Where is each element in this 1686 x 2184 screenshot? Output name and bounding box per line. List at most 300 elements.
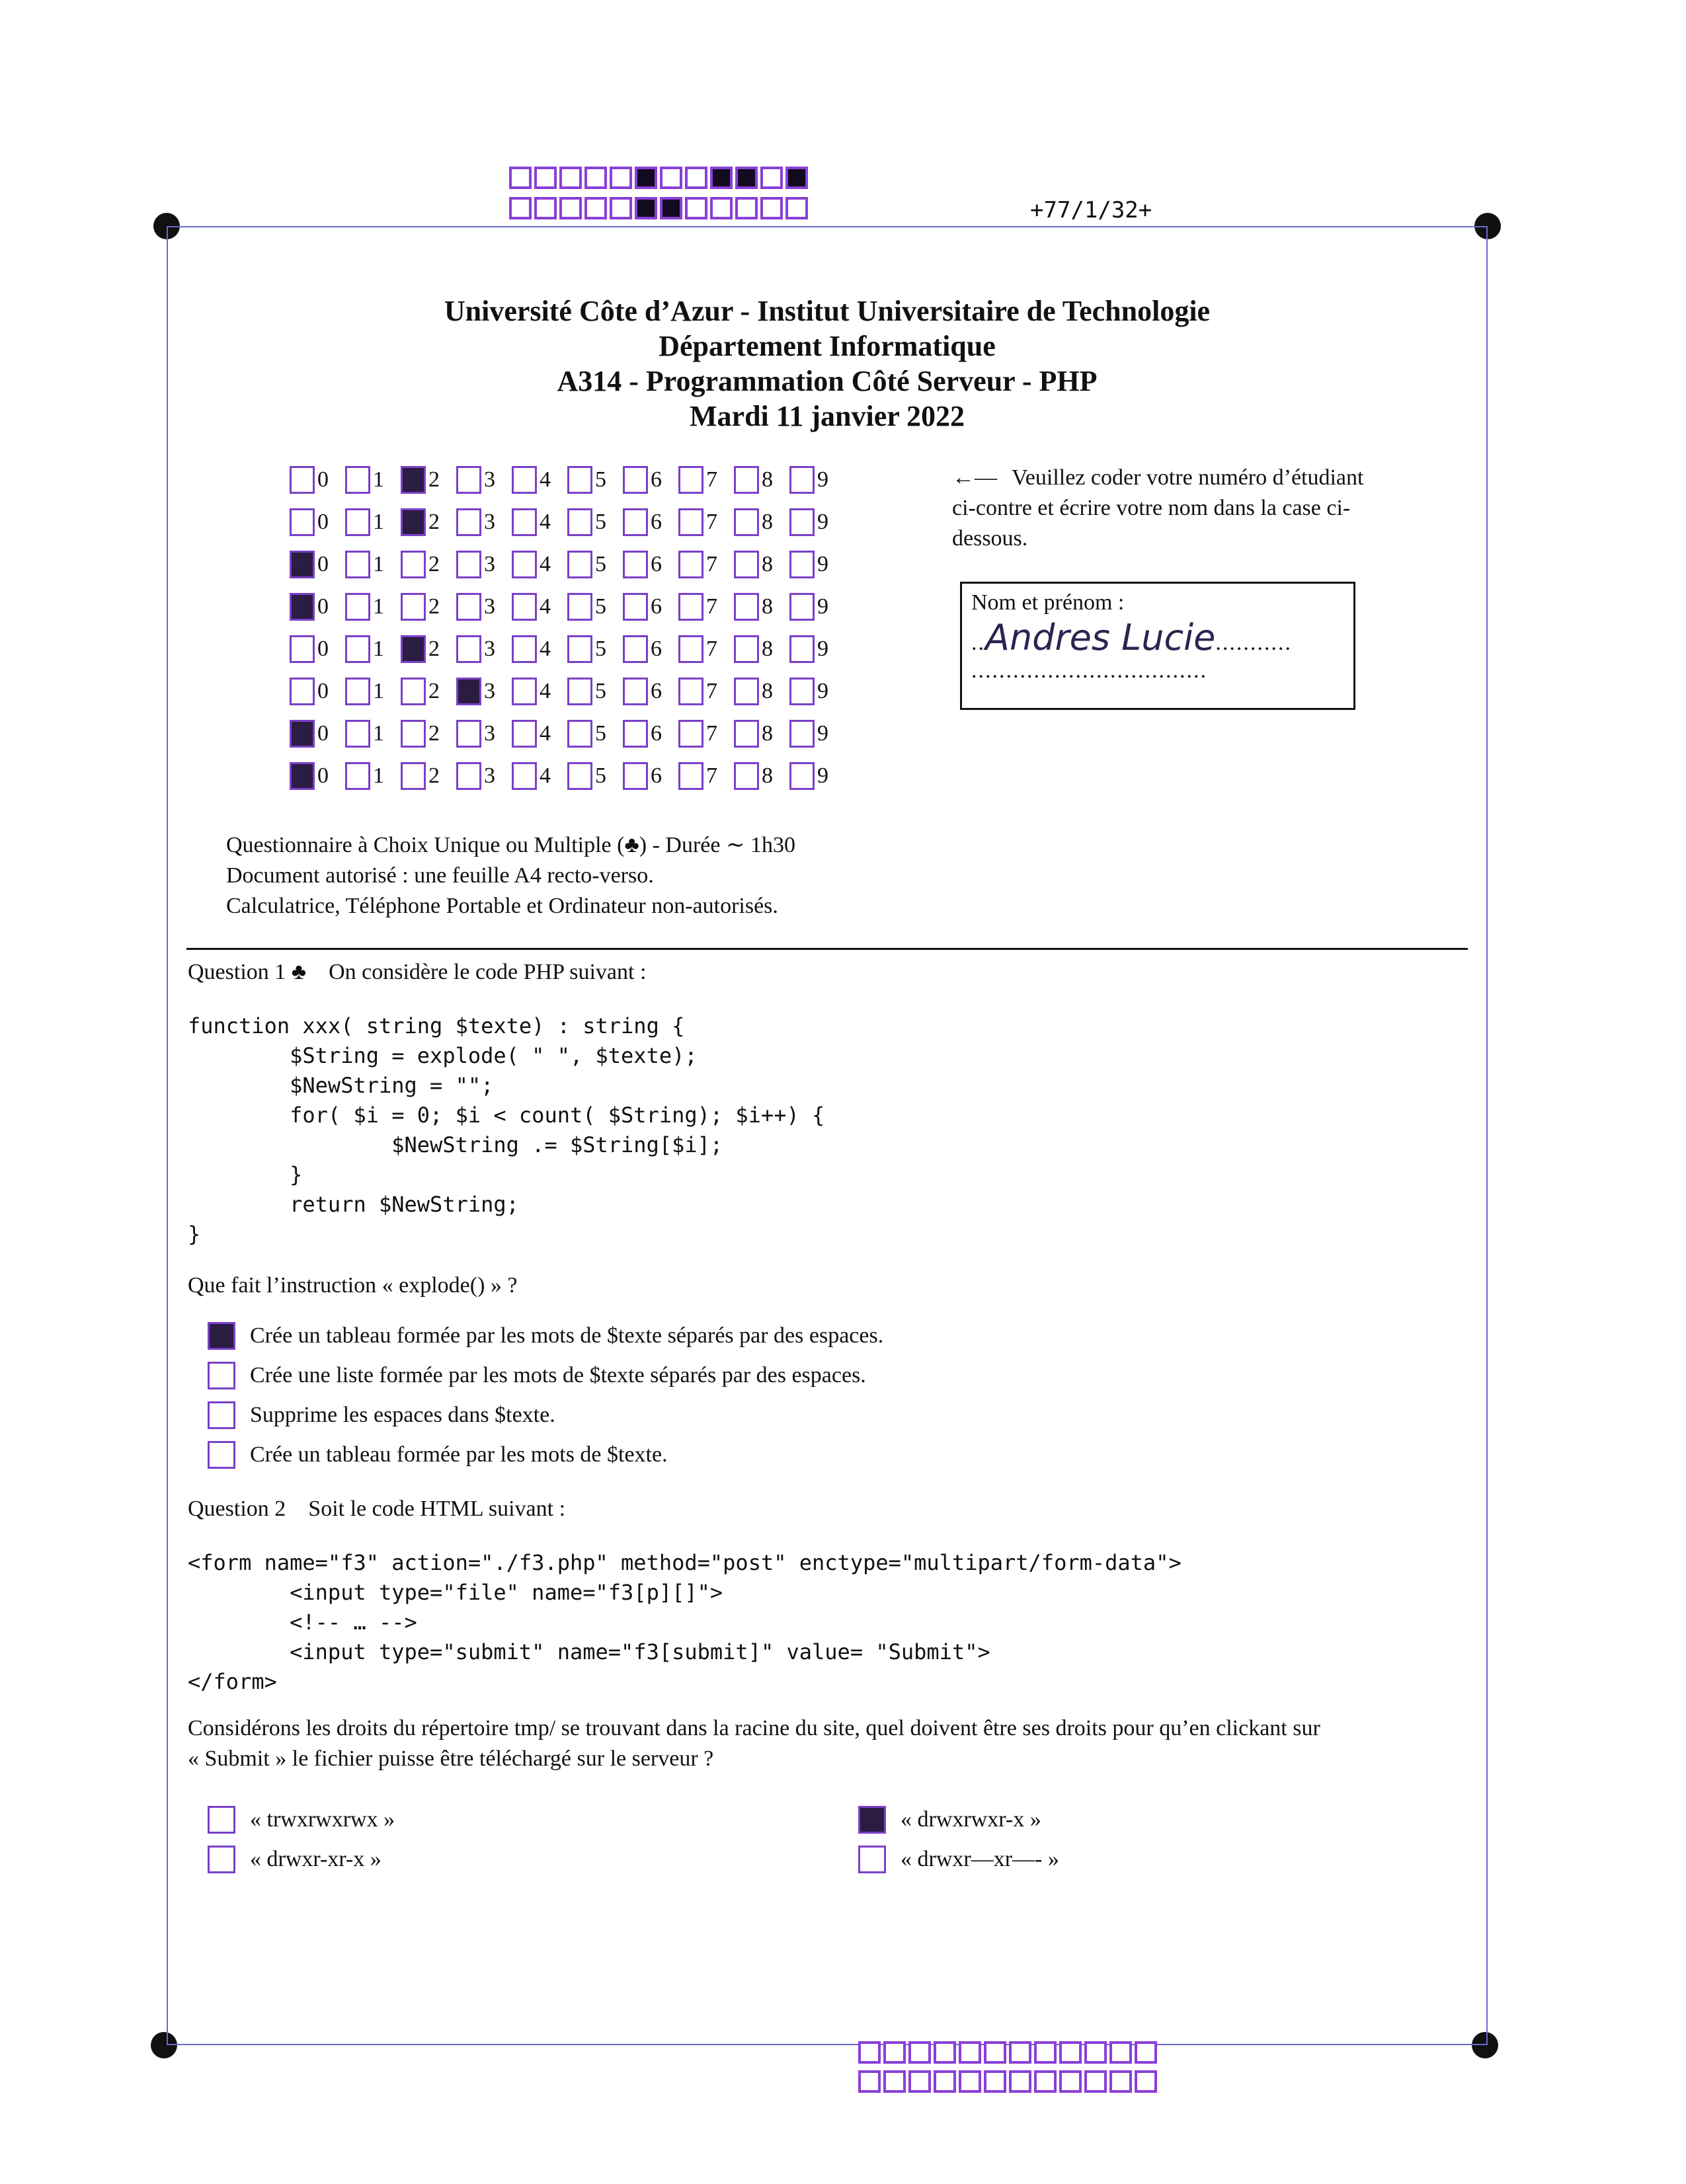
- q1-answer-4[interactable]: [208, 1441, 668, 1469]
- name-dots-line2: ..................................: [971, 658, 1207, 683]
- id-digit-label: 6: [651, 637, 662, 661]
- q1-answer-3-checkbox[interactable]: [208, 1401, 235, 1429]
- id-digit-label: 0: [317, 594, 329, 619]
- id-digit-option[interactable]: [789, 678, 845, 705]
- id-digit-checkbox[interactable]: [789, 593, 815, 621]
- id-digit-checkbox[interactable]: [345, 635, 370, 663]
- id-digit-option[interactable]: [290, 635, 345, 663]
- id-digit-checkbox[interactable]: [623, 593, 648, 621]
- id-digit-label: 4: [540, 467, 551, 492]
- arrow-left-icon: ←—: [952, 465, 997, 490]
- id-digit-option[interactable]: [290, 678, 345, 705]
- id-digit-checkbox[interactable]: [789, 466, 815, 494]
- id-digit-label: 1: [373, 637, 384, 661]
- id-digit-option[interactable]: [678, 593, 734, 621]
- id-digit-checkbox[interactable]: [345, 720, 370, 748]
- id-digit-option[interactable]: [345, 678, 401, 705]
- id-digit-label: 0: [317, 510, 329, 534]
- id-digit-checkbox[interactable]: [290, 551, 315, 578]
- id-digit-option[interactable]: [290, 466, 345, 494]
- id-digit-checkbox[interactable]: [401, 762, 426, 790]
- id-digit-label: 4: [540, 594, 551, 619]
- id-digit-checkbox[interactable]: [789, 678, 815, 705]
- id-digit-checkbox[interactable]: [623, 762, 648, 790]
- question-2-prompt-line2: « Submit » le fichier puisse être téléchargé sur le serveur ?: [188, 1746, 714, 1771]
- question-2-code: <form name="f3" action="./f3.php" method="post" enctype="multipart/form-data"> <input type="file" name="f3[p][]"> <!-- … --> <input type="submit" name="f3[submit]" value= "Submit"> </form>: [188, 1550, 1182, 1694]
- id-digit-label: 2: [428, 552, 440, 576]
- id-digit-option[interactable]: [345, 635, 401, 663]
- id-digit-label: 1: [373, 763, 384, 788]
- q1-answer-4-text: Crée un tableau formée par les mots de $texte.: [250, 1442, 668, 1467]
- id-digit-checkbox[interactable]: [401, 593, 426, 621]
- barcode-bottom-row1: [858, 2041, 1160, 2064]
- id-digit-label: 2: [428, 721, 440, 746]
- id-digit-label: 3: [484, 594, 495, 619]
- q1-answer-4-checkbox[interactable]: [208, 1441, 235, 1469]
- q2-answer-4[interactable]: [858, 1846, 1059, 1873]
- id-digit-option[interactable]: [456, 720, 512, 748]
- q2-answer-1-checkbox[interactable]: [208, 1806, 235, 1834]
- id-digit-checkbox[interactable]: [789, 762, 815, 790]
- question-2-intro: Soit le code HTML suivant :: [308, 1497, 566, 1521]
- id-digit-label: 6: [651, 467, 662, 492]
- id-digit-option[interactable]: [567, 466, 623, 494]
- id-digit-checkbox[interactable]: [678, 508, 703, 536]
- id-digit-option[interactable]: [623, 762, 678, 790]
- id-digit-label: 7: [706, 721, 717, 746]
- id-digit-label: 2: [428, 467, 440, 492]
- id-digit-checkbox[interactable]: [567, 593, 592, 621]
- id-digit-option[interactable]: [678, 762, 734, 790]
- q1-answer-1[interactable]: [208, 1322, 883, 1350]
- id-digit-label: 7: [706, 763, 717, 788]
- id-digit-option[interactable]: [734, 635, 789, 663]
- id-digit-label: 8: [762, 637, 773, 661]
- id-digit-option[interactable]: [456, 551, 512, 578]
- question-1-prompt: Que fait l’instruction « explode() » ?: [188, 1273, 518, 1298]
- id-digit-checkbox[interactable]: [456, 466, 481, 494]
- q2-answer-3-text: « drwxr-xr-x »: [250, 1847, 381, 1871]
- id-digit-label: 5: [595, 467, 606, 492]
- id-digit-option[interactable]: [734, 762, 789, 790]
- id-digit-option[interactable]: [789, 466, 845, 494]
- id-digit-label: 2: [428, 594, 440, 619]
- id-digit-label: 9: [817, 552, 828, 576]
- id-digit-checkbox[interactable]: [734, 508, 759, 536]
- id-digit-option[interactable]: [623, 635, 678, 663]
- id-digit-option[interactable]: [789, 635, 845, 663]
- id-digit-option[interactable]: [789, 508, 845, 536]
- id-digit-option[interactable]: [678, 678, 734, 705]
- id-digit-option[interactable]: [345, 508, 401, 536]
- id-digit-option[interactable]: [401, 762, 456, 790]
- id-digit-option[interactable]: [789, 720, 845, 748]
- id-digit-label: 8: [762, 594, 773, 619]
- id-grid-row: [290, 543, 845, 586]
- id-digit-checkbox[interactable]: [678, 678, 703, 705]
- id-digit-option[interactable]: [456, 762, 512, 790]
- id-digit-checkbox[interactable]: [567, 635, 592, 663]
- q2-answer-1-text: « trwxrwxrwx »: [250, 1807, 395, 1832]
- id-digit-label: 0: [317, 721, 329, 746]
- instructions-text: Veuillez coder votre numéro d’étudiant ci-contre et écrire votre nom dans la case ci-dessous.: [952, 465, 1364, 551]
- id-digit-checkbox[interactable]: [512, 466, 537, 494]
- id-grid-row: [290, 586, 845, 628]
- id-digit-option[interactable]: [345, 720, 401, 748]
- id-digit-checkbox[interactable]: [678, 762, 703, 790]
- id-digit-checkbox[interactable]: [623, 551, 648, 578]
- id-digit-option[interactable]: [456, 466, 512, 494]
- id-digit-checkbox[interactable]: [401, 466, 426, 494]
- question-1-intro: On considère le code PHP suivant :: [329, 960, 647, 984]
- id-digit-label: 9: [817, 721, 828, 746]
- id-digit-checkbox[interactable]: [345, 466, 370, 494]
- question-1-code: function xxx( string $texte) : string { $String = explode( " ", $texte); $NewString = ""; for( $i = 0; $i < count( $String); $i++) { $NewString .= $String[$i]; } return $NewString; }: [188, 1013, 825, 1247]
- id-digit-checkbox[interactable]: [456, 593, 481, 621]
- q1-answer-2-checkbox[interactable]: [208, 1362, 235, 1389]
- name-dots-lead: ..: [971, 631, 985, 655]
- id-digit-option[interactable]: [345, 551, 401, 578]
- q1-answer-1-checkbox[interactable]: [208, 1322, 235, 1350]
- id-digit-option[interactable]: [401, 593, 456, 621]
- id-digit-option[interactable]: [567, 551, 623, 578]
- id-digit-label: 0: [317, 679, 329, 703]
- id-digit-label: 0: [317, 763, 329, 788]
- id-digit-label: 2: [428, 510, 440, 534]
- id-digit-label: 3: [484, 510, 495, 534]
- id-digit-option[interactable]: [623, 593, 678, 621]
- question-2-prompt-line1: Considérons les droits du répertoire tmp/ se trouvant dans la racine du site, quel doivent être ses droits pour qu’en clickant sur: [188, 1716, 1320, 1740]
- header-line-date: Mardi 11 janvier 2022: [690, 400, 965, 432]
- id-digit-checkbox[interactable]: [567, 678, 592, 705]
- q2-answer-1[interactable]: [208, 1806, 395, 1834]
- student-id-grid: [290, 459, 845, 797]
- id-digit-label: 7: [706, 510, 717, 534]
- page-id: +77/1/32+: [1030, 197, 1152, 223]
- id-digit-option[interactable]: [678, 635, 734, 663]
- id-digit-label: 5: [595, 763, 606, 788]
- id-digit-checkbox[interactable]: [789, 720, 815, 748]
- q2-answer-2-text: « drwxrwxr-x »: [901, 1807, 1041, 1832]
- id-digit-label: 1: [373, 467, 384, 492]
- id-digit-checkbox[interactable]: [734, 762, 759, 790]
- id-digit-checkbox[interactable]: [512, 635, 537, 663]
- id-digit-option[interactable]: [456, 593, 512, 621]
- id-digit-option[interactable]: [734, 720, 789, 748]
- id-digit-option[interactable]: [512, 593, 567, 621]
- id-digit-label: 6: [651, 763, 662, 788]
- id-digit-option[interactable]: [623, 720, 678, 748]
- id-digit-checkbox[interactable]: [345, 551, 370, 578]
- q1-answer-3-text: Supprime les espaces dans $texte.: [250, 1403, 555, 1427]
- exam-info-documents: Document autorisé : une feuille A4 recto-verso.: [226, 863, 654, 888]
- id-digit-checkbox[interactable]: [290, 466, 315, 494]
- q2-answer-2[interactable]: [858, 1806, 1041, 1834]
- id-digit-option[interactable]: [512, 551, 567, 578]
- question-1-heading: [188, 960, 646, 985]
- q1-answer-2[interactable]: [208, 1362, 866, 1389]
- id-digit-checkbox[interactable]: [456, 508, 481, 536]
- id-digit-option[interactable]: [678, 466, 734, 494]
- header-line-course: A314 - Programmation Côté Serveur - PHP: [557, 365, 1098, 397]
- id-digit-option[interactable]: [623, 508, 678, 536]
- question-2-heading: [188, 1497, 565, 1522]
- id-digit-option[interactable]: [290, 508, 345, 536]
- id-digit-checkbox[interactable]: [789, 635, 815, 663]
- id-digit-checkbox[interactable]: [789, 508, 815, 536]
- question-2-prompt: [188, 1713, 1320, 1774]
- id-digit-checkbox[interactable]: [734, 720, 759, 748]
- id-digit-option[interactable]: [290, 720, 345, 748]
- exam-info-duration: Questionnaire à Choix Unique ou Multiple (♣) - Durée ∼ 1h30: [226, 833, 795, 857]
- id-digit-label: 1: [373, 721, 384, 746]
- id-digit-label: 0: [317, 552, 329, 576]
- id-digit-checkbox[interactable]: [290, 720, 315, 748]
- id-digit-checkbox[interactable]: [567, 551, 592, 578]
- id-digit-label: 9: [817, 510, 828, 534]
- id-digit-label: 7: [706, 467, 717, 492]
- id-digit-option[interactable]: [734, 466, 789, 494]
- id-digit-checkbox[interactable]: [456, 762, 481, 790]
- id-digit-label: 4: [540, 637, 551, 661]
- handwritten-name: Andres Lucie: [985, 617, 1216, 658]
- id-digit-label: 3: [484, 467, 495, 492]
- name-box[interactable]: [960, 582, 1355, 710]
- name-box-label: Nom et prénom :: [971, 590, 1125, 615]
- id-digit-checkbox[interactable]: [401, 678, 426, 705]
- id-digit-option[interactable]: [290, 551, 345, 578]
- id-digit-checkbox[interactable]: [623, 720, 648, 748]
- id-digit-label: 3: [484, 721, 495, 746]
- id-digit-label: 6: [651, 679, 662, 703]
- id-digit-checkbox[interactable]: [734, 635, 759, 663]
- id-digit-label: 5: [595, 679, 606, 703]
- id-digit-checkbox[interactable]: [623, 508, 648, 536]
- id-digit-label: 8: [762, 763, 773, 788]
- id-digit-label: 6: [651, 552, 662, 576]
- id-digit-checkbox[interactable]: [401, 551, 426, 578]
- id-digit-label: 3: [484, 679, 495, 703]
- id-digit-option[interactable]: [345, 593, 401, 621]
- id-digit-label: 3: [484, 552, 495, 576]
- id-digit-checkbox[interactable]: [734, 678, 759, 705]
- exam-header: [167, 293, 1488, 434]
- id-digit-label: 8: [762, 679, 773, 703]
- q2-answer-3[interactable]: [208, 1846, 381, 1873]
- q2-answer-2-checkbox[interactable]: [858, 1806, 886, 1834]
- id-digit-label: 4: [540, 510, 551, 534]
- name-dots-trail: ...........: [1215, 631, 1292, 655]
- id-digit-checkbox[interactable]: [512, 551, 537, 578]
- id-digit-label: 7: [706, 594, 717, 619]
- question-2-title: Question 2: [188, 1497, 286, 1521]
- id-digit-checkbox[interactable]: [789, 551, 815, 578]
- question-1-title: Question 1 ♣: [188, 960, 307, 984]
- id-digit-checkbox[interactable]: [567, 466, 592, 494]
- id-grid-row: [290, 670, 845, 713]
- id-digit-option[interactable]: [623, 466, 678, 494]
- id-digit-option[interactable]: [678, 551, 734, 578]
- id-digit-label: 5: [595, 510, 606, 534]
- id-digit-option[interactable]: [567, 678, 623, 705]
- id-digit-label: 1: [373, 594, 384, 619]
- id-digit-checkbox[interactable]: [290, 678, 315, 705]
- id-grid-row: [290, 628, 845, 670]
- id-digit-label: 8: [762, 467, 773, 492]
- id-digit-checkbox[interactable]: [623, 678, 648, 705]
- id-digit-label: 0: [317, 467, 329, 492]
- id-digit-option[interactable]: [345, 466, 401, 494]
- id-digit-checkbox[interactable]: [734, 466, 759, 494]
- id-digit-checkbox[interactable]: [567, 720, 592, 748]
- id-digit-option[interactable]: [734, 551, 789, 578]
- id-digit-checkbox[interactable]: [290, 508, 315, 536]
- header-line-university: Université Côte d’Azur - Institut Universitaire de Technologie: [444, 295, 1211, 327]
- id-grid-row: [290, 755, 845, 797]
- id-digit-checkbox[interactable]: [456, 635, 481, 663]
- id-digit-checkbox[interactable]: [456, 551, 481, 578]
- id-digit-label: 4: [540, 763, 551, 788]
- id-digit-checkbox[interactable]: [678, 551, 703, 578]
- id-digit-label: 7: [706, 679, 717, 703]
- id-digit-option[interactable]: [567, 508, 623, 536]
- id-digit-checkbox[interactable]: [401, 508, 426, 536]
- id-digit-option[interactable]: [678, 508, 734, 536]
- q2-answer-3-checkbox[interactable]: [208, 1846, 235, 1873]
- header-line-department: Département Informatique: [659, 330, 996, 362]
- id-digit-checkbox[interactable]: [456, 678, 481, 705]
- id-digit-label: 1: [373, 679, 384, 703]
- id-digit-label: 0: [317, 637, 329, 661]
- id-digit-option[interactable]: [512, 720, 567, 748]
- id-digit-checkbox[interactable]: [512, 593, 537, 621]
- id-digit-option[interactable]: [401, 635, 456, 663]
- id-digit-checkbox[interactable]: [734, 593, 759, 621]
- id-digit-option[interactable]: [456, 635, 512, 663]
- id-digit-option[interactable]: [512, 466, 567, 494]
- barcode-top-row1: [509, 167, 811, 189]
- id-digit-option[interactable]: [401, 551, 456, 578]
- id-digit-checkbox[interactable]: [456, 720, 481, 748]
- id-digit-option[interactable]: [456, 508, 512, 536]
- id-digit-option[interactable]: [290, 593, 345, 621]
- id-digit-checkbox[interactable]: [345, 593, 370, 621]
- id-digit-checkbox[interactable]: [678, 720, 703, 748]
- id-digit-option[interactable]: [567, 762, 623, 790]
- id-digit-option[interactable]: [567, 635, 623, 663]
- id-digit-label: 2: [428, 763, 440, 788]
- id-digit-checkbox[interactable]: [512, 508, 537, 536]
- id-digit-checkbox[interactable]: [512, 762, 537, 790]
- id-digit-option[interactable]: [401, 466, 456, 494]
- id-digit-checkbox[interactable]: [290, 635, 315, 663]
- id-digit-option[interactable]: [401, 678, 456, 705]
- id-digit-label: 2: [428, 637, 440, 661]
- id-digit-option[interactable]: [567, 720, 623, 748]
- id-digit-option[interactable]: [512, 678, 567, 705]
- id-digit-checkbox[interactable]: [512, 720, 537, 748]
- id-digit-label: 9: [817, 637, 828, 661]
- id-digit-label: 1: [373, 552, 384, 576]
- id-digit-checkbox[interactable]: [512, 678, 537, 705]
- id-grid-row: [290, 713, 845, 755]
- id-digit-checkbox[interactable]: [290, 593, 315, 621]
- id-digit-label: 5: [595, 594, 606, 619]
- id-digit-option[interactable]: [401, 720, 456, 748]
- id-digit-checkbox[interactable]: [290, 762, 315, 790]
- id-digit-label: 8: [762, 510, 773, 534]
- id-digit-label: 4: [540, 679, 551, 703]
- id-digit-option[interactable]: [734, 508, 789, 536]
- id-digit-label: 5: [595, 637, 606, 661]
- id-digit-label: 1: [373, 510, 384, 534]
- id-digit-option[interactable]: [678, 720, 734, 748]
- id-digit-label: 2: [428, 679, 440, 703]
- id-digit-checkbox[interactable]: [623, 635, 648, 663]
- barcode-top-row2: [509, 197, 811, 219]
- exam-info: [226, 830, 795, 921]
- id-digit-option[interactable]: [512, 635, 567, 663]
- id-digit-checkbox[interactable]: [401, 720, 426, 748]
- id-digit-checkbox[interactable]: [734, 551, 759, 578]
- id-digit-checkbox[interactable]: [678, 635, 703, 663]
- id-digit-checkbox[interactable]: [345, 678, 370, 705]
- id-digit-checkbox[interactable]: [678, 466, 703, 494]
- id-digit-option[interactable]: [789, 593, 845, 621]
- id-digit-label: 5: [595, 721, 606, 746]
- id-digit-option[interactable]: [512, 508, 567, 536]
- id-digit-checkbox[interactable]: [567, 762, 592, 790]
- q1-answer-1-text: Crée un tableau formée par les mots de $texte séparés par des espaces.: [250, 1323, 884, 1348]
- id-digit-label: 3: [484, 637, 495, 661]
- id-digit-option[interactable]: [789, 551, 845, 578]
- id-digit-label: 3: [484, 763, 495, 788]
- id-digit-checkbox[interactable]: [345, 508, 370, 536]
- id-digit-label: 4: [540, 721, 551, 746]
- id-digit-label: 8: [762, 721, 773, 746]
- id-digit-checkbox[interactable]: [345, 762, 370, 790]
- barcode-bottom-row2: [858, 2070, 1160, 2093]
- q2-answer-4-checkbox[interactable]: [858, 1846, 886, 1873]
- id-digit-option[interactable]: [567, 593, 623, 621]
- id-digit-option[interactable]: [734, 593, 789, 621]
- id-digit-label: 6: [651, 594, 662, 619]
- id-digit-checkbox[interactable]: [623, 466, 648, 494]
- id-digit-option[interactable]: [456, 678, 512, 705]
- id-digit-label: 6: [651, 721, 662, 746]
- id-digit-label: 9: [817, 467, 828, 492]
- id-digit-label: 4: [540, 552, 551, 576]
- id-digit-option[interactable]: [789, 762, 845, 790]
- id-digit-option[interactable]: [401, 508, 456, 536]
- q2-answer-4-text: « drwxr—xr—- »: [901, 1847, 1059, 1871]
- id-digit-option[interactable]: [345, 762, 401, 790]
- id-digit-option[interactable]: [623, 678, 678, 705]
- id-digit-option[interactable]: [623, 551, 678, 578]
- id-instructions: [952, 463, 1375, 554]
- id-digit-label: 5: [595, 552, 606, 576]
- id-digit-checkbox[interactable]: [401, 635, 426, 663]
- id-digit-label: 9: [817, 763, 828, 788]
- id-digit-label: 9: [817, 594, 828, 619]
- id-digit-checkbox[interactable]: [567, 508, 592, 536]
- id-digit-option[interactable]: [290, 762, 345, 790]
- id-digit-label: 8: [762, 552, 773, 576]
- q1-answer-3[interactable]: [208, 1401, 555, 1429]
- id-digit-checkbox[interactable]: [678, 593, 703, 621]
- id-digit-option[interactable]: [512, 762, 567, 790]
- id-digit-option[interactable]: [734, 678, 789, 705]
